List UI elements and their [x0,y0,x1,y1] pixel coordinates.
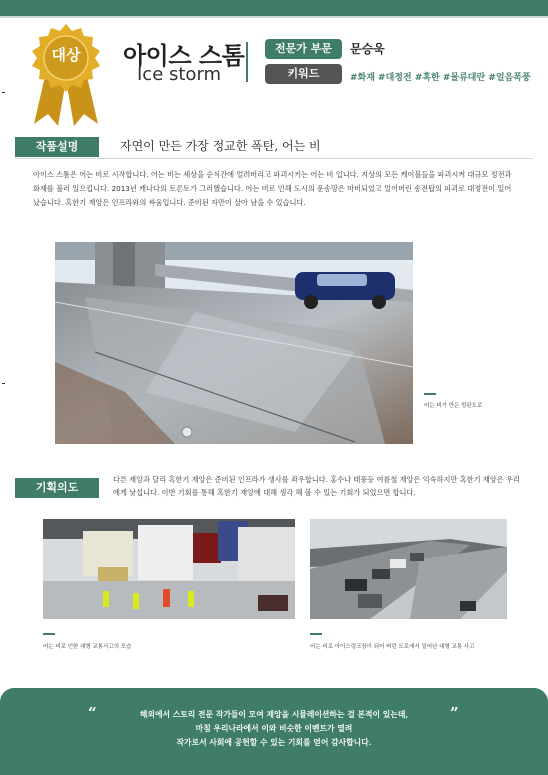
award-ribbon-icon [26,22,106,126]
category-pill: 전문가 부문 [265,39,342,59]
quote-line: 마침 우리나라에서 이와 비슷한 이벤트가 열려 [195,724,353,733]
section-tab-planning: 기획의도 [15,478,99,498]
open-quote-icon: “ [88,704,97,722]
caption-marker [310,633,322,635]
top-bar [0,0,548,16]
section-tab-description: 작품설명 [15,137,99,157]
keyword-list: #화재 #대정전 #혹한 #물류대란 #얼음폭풍 [350,73,531,83]
photo-caption-b: 어는 비로 아이스링크장이 되어 버린 도로에서 일어난 대형 교통 사고 [310,644,475,650]
quote-text [100,708,448,750]
description-subtitle: 자연이 만든 가장 정교한 폭탄, 어는 비 [120,139,321,153]
margin-tick [2,383,5,384]
award-label: 대상 [51,46,81,64]
page-title: 아이스 스톰 [123,42,245,70]
description-body: 아이스 스톰은 어는 비로 시작합니다. 어는 비는 세상을 순식간에 얼려버리고 파괴시키는 어는 비 입니다. 지상의 모든 케이블들을 파괴시켜 대규모 정전과 화재를 불러 일으킵니다. 2013년 캐나다의 토론토가 그러했습니다. 어는 비로 인해 도시의 운송망은 마비되었고 얼어버린 송전탑의 파괴로 대정전이 일어났습니다. 혹한기 재앙은 인프라와의 싸움입니다. 준비된 자만이 살아 남을 수 있습니다. [33,170,512,207]
caption-marker [424,393,436,395]
caption-marker [43,633,55,635]
quote-line: 해외에서 스토리 전문 작가들이 모여 재앙을 시뮬레이션하는 걸 본적이 있는데, [139,710,409,719]
close-quote-icon: ” [450,704,459,722]
margin-tick [2,92,5,93]
photo-caption-a: 어는 비로 인한 대형 교통사고의 모습 [43,644,132,650]
photo-caption: 어는 비가 만든 빙판도로 [424,403,483,409]
icy-road-photo [55,242,413,444]
highway-pileup-photo [310,519,507,619]
section-rule [15,158,533,159]
planning-body: 다른 재앙과 달리 혹한기 재앙은 준비된 인프라가 생사를 좌우합니다. 홍수나 태풍등 여름철 재앙은 익숙하지만 혹한기 재앙은 우리에게 낯섭니다. 이번 기회를 통해 혹한기 재앙에 대해 생각 해 볼 수 있는 기회가 되었으면 합니다. [113,475,520,497]
page-title-english: Ice storm [137,64,222,85]
keyword-pill: 키워드 [265,64,342,84]
top-bar-rule [0,16,548,18]
quote-line: 작가로서 사회에 공헌할 수 있는 기회를 얻어 감사합니다. [176,738,372,747]
author-name: 문승욱 [350,42,385,56]
truck-crash-photo [43,519,295,619]
header-divider [246,42,248,82]
